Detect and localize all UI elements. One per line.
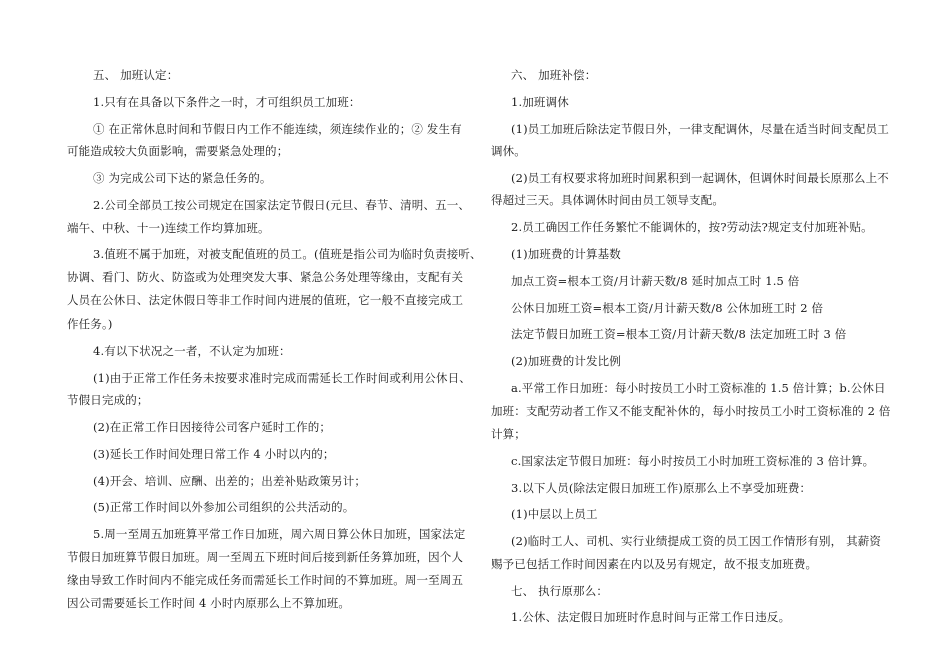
paragraph-line: (1)加班费的计算基数 bbox=[511, 247, 621, 261]
paragraph-line: (2)员工有权要求将加班时间累积到一起调休，但调休时间最长原那么上不 bbox=[511, 171, 889, 185]
paragraph-line: (1)员工加班后除法定节假日外，一律支配调休，尽量在适当时间支配员工 bbox=[511, 122, 889, 136]
paragraph-line: 作任务。) bbox=[67, 317, 113, 331]
paragraph-line: (3)延长工作时间处理日常工作 4 小时以内的； bbox=[93, 447, 335, 461]
paragraph-line: ① 在正常休息时间和节假日内工作不能连续，须连续作业的；② 发生有 bbox=[93, 122, 462, 136]
paragraph-line: (4)开会、培训、应酬、出差的；出差补贴政策另计； bbox=[93, 474, 367, 488]
paragraph-line: ③ 为完成公司下达的紧急任务的。 bbox=[93, 171, 272, 185]
paragraph-line: (2)在正常工作日因接待公司客户延时工作的； bbox=[93, 420, 332, 434]
paragraph-line: 1.公休、法定假日加班时作息时间与正常工作日违反。 bbox=[511, 610, 791, 624]
section-heading-overtime-compensation: 六、 加班补偿： bbox=[511, 68, 597, 82]
paragraph-line: 加班：支配劳动者工作又不能支配补休的，每小时按员工小时工资标准的 2 倍 bbox=[491, 404, 891, 418]
section-heading-execution-principles: 七、 执行原那么： bbox=[511, 584, 609, 598]
paragraph-line: 端午、中秋、十一)连续工作均算加班。 bbox=[67, 221, 270, 235]
paragraph-line: 2.公司全部员工按公司规定在国家法定节假日(元旦、春节、清明、五一、 bbox=[93, 198, 471, 212]
paragraph-line: 1.只有在具备以下条件之一时，才可组织员工加班： bbox=[93, 95, 361, 109]
paragraph-line: (1)中层以上员工 bbox=[511, 507, 598, 521]
paragraph-line: 3.以下人员(除法定假日加班工作)原那么上不享受加班费： bbox=[511, 481, 812, 495]
paragraph-line: 缘由导致工作时间内不能完成任务而需延长工作时间的不算加班。周一至周五 bbox=[67, 573, 464, 587]
paragraph-line: (1)由于正常工作任务未按要求准时完成而需延长工作时间或利用公休日、 bbox=[93, 371, 471, 385]
paragraph-line: (2)加班费的计发比例 bbox=[511, 354, 621, 368]
paragraph-line: 节假日加班算节假日加班。周一至周五下班时间后接到新任务算加班，因个人 bbox=[67, 550, 464, 564]
paragraph-line: 2.员工确因工作任务繁忙不能调休的，按?劳动法?规定支付加班补贴。 bbox=[511, 220, 873, 234]
paragraph-line: 3.值班不属于加班，对被支配值班的员工。(值班是指公司为临时负责接听、 bbox=[93, 247, 482, 261]
paragraph-line: c.国家法定节假日加班：每小时按员工小时加班工资标准的 3 倍计算。 bbox=[511, 454, 875, 468]
paragraph-line: 节假日完成的； bbox=[67, 393, 149, 407]
paragraph-line: 因公司需要延长工作时间 4 小时内原那么上不算加班。 bbox=[67, 596, 351, 610]
paragraph-line: 人员在公休日、法定休假日等非工作时间内进展的值班，它一般不直接完成工 bbox=[67, 293, 464, 307]
paragraph-line: 得超过三天。具体调休时间由员工领导支配。 bbox=[491, 193, 724, 207]
section-heading-overtime-definition: 五、 加班认定： bbox=[93, 68, 179, 82]
paragraph-line: a.平常工作日加班：每小时按员工小时工资标准的 1.5 倍计算；b.公休日 bbox=[511, 381, 886, 395]
paragraph-line: (2)临时工人、司机、实行业绩提成工资的员工因工作情形有别， 其薪资 bbox=[511, 534, 882, 548]
paragraph-line: 4.有以下状况之一者，不认定为加班： bbox=[93, 344, 291, 358]
paragraph-line: 计算； bbox=[491, 427, 526, 441]
paragraph-line: 1.加班调休 bbox=[511, 95, 569, 109]
paragraph-line: 可能造成较大负面影响，需要紧急处理的； bbox=[67, 144, 289, 158]
paragraph-line: 调休。 bbox=[491, 144, 526, 158]
paragraph-line: 加点工资=根本工资/月计薪天数/8 延时加点工时 1.5 倍 bbox=[511, 274, 800, 288]
paragraph-line: 赐予已包括工作时间因素在内以及另有规定，故不报支加班费。 bbox=[491, 557, 818, 571]
paragraph-line: (5)正常工作时间以外参加公司组织的公共活动的。 bbox=[93, 500, 355, 514]
paragraph-line: 协调、看门、防火、防盗或为处理突发大事、紧急公务处理等缘由，支配有关 bbox=[67, 270, 464, 284]
paragraph-line: 5.周一至周五加班算平常工作日加班，周六周日算公休日加班，国家法定 bbox=[93, 527, 466, 541]
paragraph-line: 法定节假日加班工资=根本工资/月计薪天数/8 法定加班工时 3 倍 bbox=[511, 327, 847, 341]
paragraph-line: 公休日加班工资=根本工资/月计薪天数/8 公休加班工时 2 倍 bbox=[511, 301, 824, 315]
